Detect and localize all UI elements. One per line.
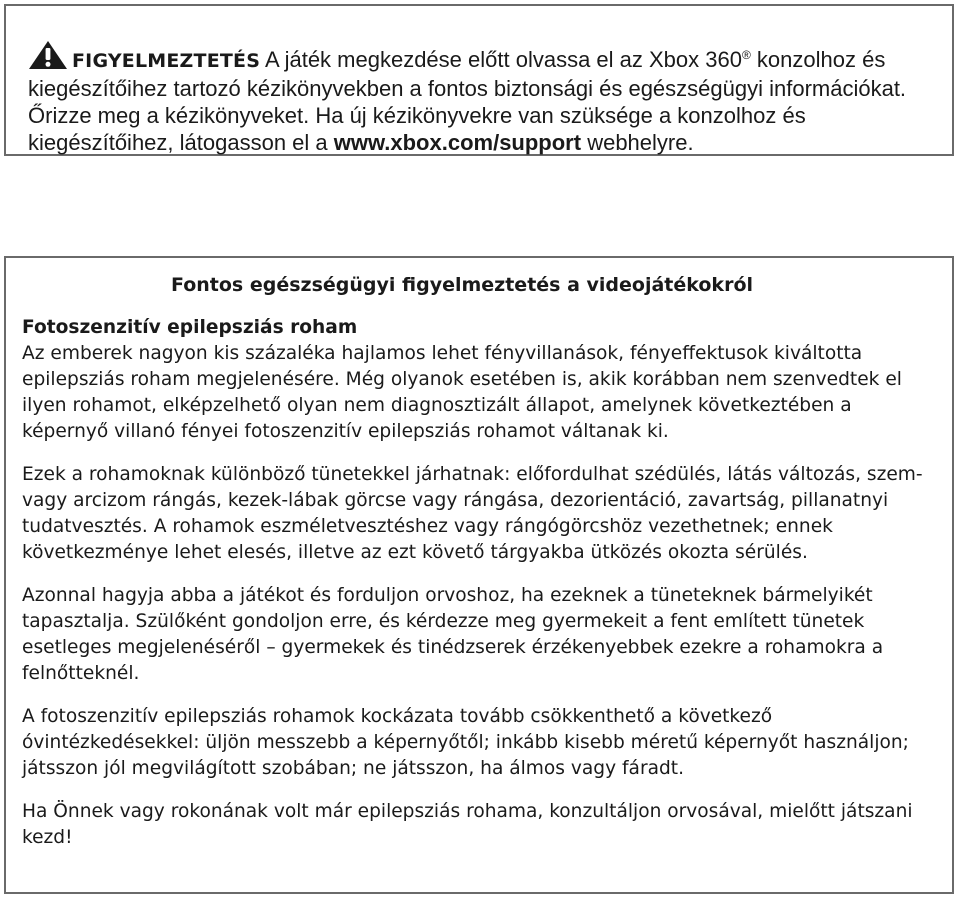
warning-box	[4, 4, 954, 156]
health-warning-box	[4, 256, 954, 894]
warning-text-body: konzolhoz és kiegészítőihez tartozó kézikönyvekben a fontos biztonsági és egészségügyi információkat. Őrizze meg a kézikönyveket. Ha új kézikönyvekre van szüksége a konzolhoz és kiegészítőihez, látogasson el a	[28, 47, 907, 155]
paragraph-symptoms: Ezek a rohamoknak különböző tünetekkel járhatnak: előfordulhat szédülés, látás változás, szem- vagy arcizom rángás, kezek-lábak görcse vagy rángása, dezorientáció, zavartság, pillanatnyi tudatvesztés. A rohamok eszméletvesztéshez vagy rángógörcshöz vezethetnek; ennek következménye lehet elesés, illetve az ezt követő tárgyakba ütközés okozta sérülés.	[22, 464, 923, 563]
seizure-subheading: Fotoszenzitív epilepsziás roham	[22, 317, 358, 338]
paragraph-consult-doctor: Ha Önnek vagy rokonának volt már epilepsziás rohama, konzultáljon orvosával, mielőtt játszani kezd!	[22, 801, 913, 848]
paragraph-precautions: A fotoszenzitív epilepsziás rohamok kockázata tovább csökkenthető a következő óvintézkedésekkel: üljön messzebb a képernyőtől; inkább kisebb méretű képernyőt használjon; játsszon jól megvilágított szobában; ne játsszon, ha álmos vagy fáradt.	[22, 706, 909, 779]
warning-text-start: A játék megkezdése előtt olvassa el az Xbox 360	[260, 47, 742, 72]
support-url-link[interactable]: www.xbox.com/support	[333, 130, 582, 155]
warning-triangle-icon	[28, 40, 68, 70]
warning-text-end: webhelyre.	[581, 130, 694, 155]
health-warning-title: Fontos egészségügyi figyelmeztetés a videojátékokról	[170, 274, 754, 296]
paragraph-intro: Az emberek nagyon kis százaléka hajlamos lehet fényvillanások, fényeffektusok kiváltotta epilepsziás roham megjelenésére. Még olyanok esetében is, akik korábban nem szenvedtek el ilyen rohamot, elképzelhető olyan nem diagnosztizált állapot, amelynek következtében a képernyő villanó fényei fotoszenzitív epilepsziás rohamot váltanak ki.	[22, 343, 902, 442]
registered-mark: ®	[741, 48, 751, 62]
paragraph-stop-playing: Azonnal hagyja abba a játékot és forduljon orvoshoz, ha ezeknek a tüneteknek bármelyikét tapasztalja. Szülőként gondoljon erre, és kérdezze meg gyermekeit a fent említett tünetek esetleges megjelenéséről – gyermekek és tinédzserek érzékenyebbek ezekre a rohamokra a felnőtteknél.	[22, 585, 884, 684]
warning-label: FIGYELMEZTETÉS	[72, 50, 261, 72]
